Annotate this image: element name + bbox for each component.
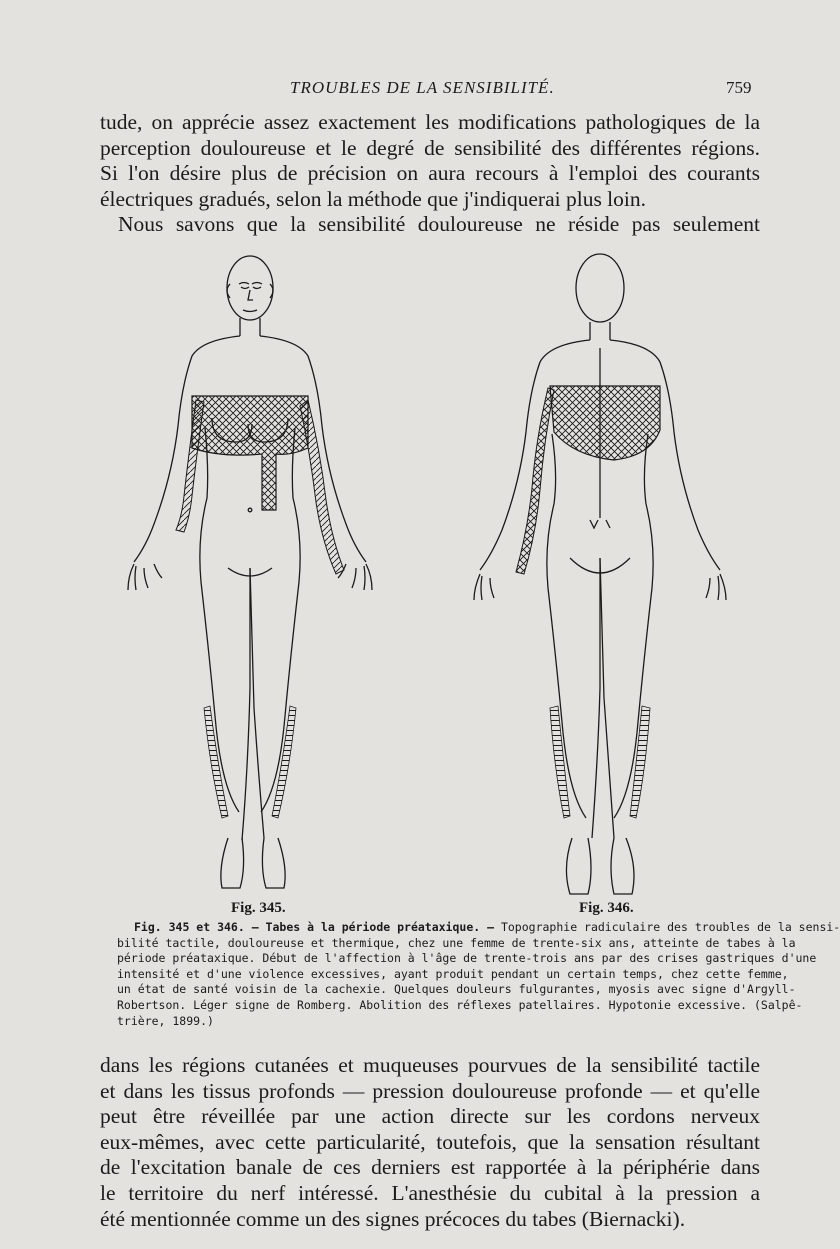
anatomical-figures [100, 238, 760, 918]
text-line: le territoire du nerf intéressé. L'anesthésie du cubital à la pression a [100, 1180, 760, 1205]
text-line: peut être réveillée par une action directe sur les cordons nerveux [100, 1104, 760, 1129]
text-line: Nous savons que la sensibilité douloureuse ne réside pas seulement [118, 212, 760, 237]
text-line: de l'excitation banale de ces derniers est rapportée à la périphérie dans [100, 1155, 760, 1180]
caption-line-rest: Topographie radiculaire des troubles de la sensi- [494, 920, 840, 934]
figure-label-345: Fig. 345. [231, 900, 286, 916]
front-arm-zone-left [176, 400, 204, 532]
caption-line: Robertson. Léger signe de Romberg. Abolition des réflexes patellaires. Hypotonie excessive. (Salpê- [117, 997, 803, 1012]
caption-line: période préataxique. Début de l'affection à l'âge de trente-trois ans par des crises gastriques d'une [117, 951, 817, 966]
front-chest-zone [192, 396, 308, 510]
text-line: été mentionnée comme un des signes précoces du tabes (Biernacki). [100, 1206, 686, 1231]
text-line: et dans les tissus profonds — pression douloureuse profonde — et qu'elle [100, 1078, 760, 1103]
page-number: 759 [726, 78, 752, 97]
text-line: eux-mêmes, avec cette particularité, toutefois, que la sensation résultant [100, 1129, 760, 1154]
back-arm-zone-left [516, 388, 554, 574]
figure-caption [117, 920, 840, 1029]
text-line: électriques gradués, selon la méthode que j'indiquerai plus loin. [100, 186, 647, 211]
running-title: TROUBLES DE LA SENSIBILITÉ. [290, 78, 555, 97]
figure-label-346: Fig. 346. [579, 900, 634, 916]
figures-svg [100, 238, 760, 918]
text-line: Si l'on désire plus de précision on aura recours à l'emploi des courants [100, 161, 760, 186]
text-line: dans les régions cutanées et muqueuses pourvues de la sensibilité tactile [100, 1053, 760, 1077]
paragraph-top [100, 110, 760, 238]
text-line: perception douloureuse et le degré de sensibilité des différentes régions. [100, 135, 760, 160]
back-figure [474, 254, 726, 894]
caption-line: bilité tactile, douloureuse et thermique, chez une femme de trente-six ans, atteinte de tabes à la [117, 935, 796, 950]
caption-line [117, 920, 840, 936]
running-head [0, 78, 800, 100]
caption-lead: Fig. 345 et 346. — Tabes à la période préataxique. — [134, 920, 495, 934]
caption-line: intensité et d'une violence excessives, ayant produit pendant un certain temps, chez cette femme, [117, 966, 789, 981]
caption-line: trière, 1899.) [117, 1013, 214, 1028]
back-upper-zone [550, 386, 660, 460]
text-line: tude, on apprécie assez exactement les modifications pathologiques de la [100, 110, 760, 134]
paragraph-bottom [100, 1053, 760, 1232]
caption-line: un état de santé voisin de la cachexie. Quelques douleurs fulgurantes, myosis avec signe d'Argyll- [117, 982, 796, 997]
